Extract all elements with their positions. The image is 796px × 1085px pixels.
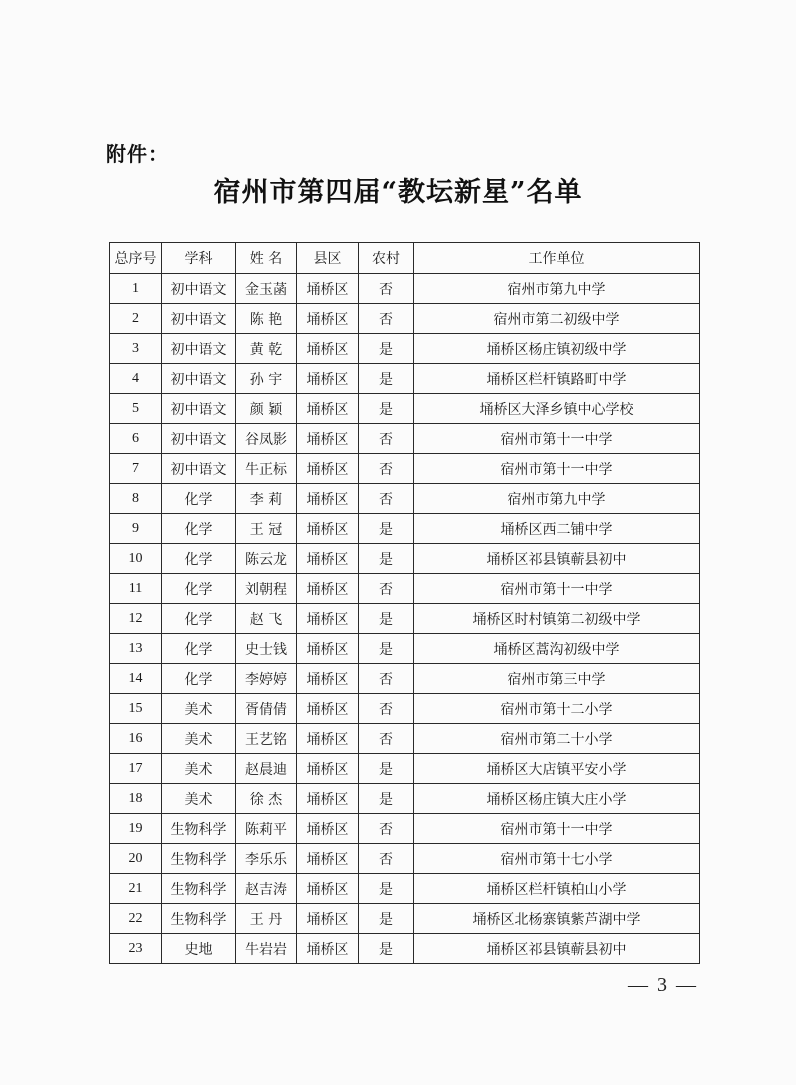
- table-row: [110, 574, 700, 604]
- cell-name: 王 丹: [236, 904, 297, 934]
- cell-serial: 23: [110, 934, 162, 964]
- cell-subject: 初中语文: [162, 364, 236, 394]
- cell-district: 埇桥区: [297, 694, 359, 724]
- cell-rural: 否: [359, 814, 414, 844]
- cell-district: 埇桥区: [297, 274, 359, 304]
- cell-serial: 18: [110, 784, 162, 814]
- cell-workplace: 宿州市第十七小学: [414, 844, 700, 874]
- table-row: [110, 754, 700, 784]
- header-rural: 农村: [359, 243, 414, 274]
- table-row: [110, 544, 700, 574]
- cell-rural: 否: [359, 274, 414, 304]
- cell-district: 埇桥区: [297, 484, 359, 514]
- cell-serial: 20: [110, 844, 162, 874]
- cell-subject: 化学: [162, 574, 236, 604]
- cell-district: 埇桥区: [297, 304, 359, 334]
- cell-subject: 化学: [162, 514, 236, 544]
- cell-district: 埇桥区: [297, 454, 359, 484]
- cell-serial: 14: [110, 664, 162, 694]
- cell-serial: 1: [110, 274, 162, 304]
- cell-name: 陈 艳: [236, 304, 297, 334]
- cell-district: 埇桥区: [297, 814, 359, 844]
- cell-subject: 初中语文: [162, 304, 236, 334]
- cell-subject: 生物科学: [162, 844, 236, 874]
- cell-workplace: 宿州市第二十小学: [414, 724, 700, 754]
- cell-rural: 是: [359, 364, 414, 394]
- cell-subject: 美术: [162, 784, 236, 814]
- table-row: [110, 484, 700, 514]
- cell-name: 刘朝程: [236, 574, 297, 604]
- cell-rural: 是: [359, 514, 414, 544]
- cell-workplace: 宿州市第二初级中学: [414, 304, 700, 334]
- cell-district: 埇桥区: [297, 514, 359, 544]
- cell-name: 李婷婷: [236, 664, 297, 694]
- cell-name: 黄 乾: [236, 334, 297, 364]
- cell-workplace: 埇桥区杨庄镇初级中学: [414, 334, 700, 364]
- cell-district: 埇桥区: [297, 754, 359, 784]
- cell-district: 埇桥区: [297, 934, 359, 964]
- header-serial: 总序号: [110, 243, 162, 274]
- cell-workplace: 宿州市第三中学: [414, 664, 700, 694]
- cell-name: 谷凤影: [236, 424, 297, 454]
- cell-rural: 否: [359, 484, 414, 514]
- cell-rural: 否: [359, 844, 414, 874]
- cell-name: 王 冠: [236, 514, 297, 544]
- cell-workplace: 宿州市第九中学: [414, 484, 700, 514]
- cell-subject: 初中语文: [162, 274, 236, 304]
- cell-rural: 是: [359, 334, 414, 364]
- table-row: [110, 274, 700, 304]
- table-row: [110, 874, 700, 904]
- cell-rural: 否: [359, 694, 414, 724]
- cell-name: 李 莉: [236, 484, 297, 514]
- cell-district: 埇桥区: [297, 394, 359, 424]
- cell-workplace: 埇桥区大店镇平安小学: [414, 754, 700, 784]
- cell-rural: 是: [359, 544, 414, 574]
- table-row: [110, 724, 700, 754]
- cell-workplace: 埇桥区蒿沟初级中学: [414, 634, 700, 664]
- cell-subject: 初中语文: [162, 424, 236, 454]
- cell-workplace: 埇桥区北杨寨镇紫芦湖中学: [414, 904, 700, 934]
- cell-subject: 生物科学: [162, 904, 236, 934]
- cell-rural: 是: [359, 874, 414, 904]
- table-header-row: [110, 243, 700, 274]
- cell-serial: 6: [110, 424, 162, 454]
- cell-rural: 否: [359, 664, 414, 694]
- attachment-label: 附件：: [106, 142, 169, 166]
- cell-name: 陈莉平: [236, 814, 297, 844]
- cell-name: 牛正标: [236, 454, 297, 484]
- cell-name: 史士钱: [236, 634, 297, 664]
- cell-district: 埇桥区: [297, 634, 359, 664]
- table-row: [110, 514, 700, 544]
- table-row: [110, 394, 700, 424]
- cell-name: 赵吉涛: [236, 874, 297, 904]
- cell-rural: 是: [359, 394, 414, 424]
- document-title: 宿州市第四届“教坛新星”名单: [213, 177, 583, 208]
- cell-name: 孙 宇: [236, 364, 297, 394]
- cell-workplace: 埇桥区祁县镇蕲县初中: [414, 934, 700, 964]
- cell-subject: 初中语文: [162, 394, 236, 424]
- cell-name: 李乐乐: [236, 844, 297, 874]
- table-row: [110, 364, 700, 394]
- cell-workplace: 埇桥区时村镇第二初级中学: [414, 604, 700, 634]
- cell-name: 胥倩倩: [236, 694, 297, 724]
- cell-serial: 17: [110, 754, 162, 784]
- cell-name: 赵晨迪: [236, 754, 297, 784]
- cell-subject: 史地: [162, 934, 236, 964]
- cell-district: 埇桥区: [297, 334, 359, 364]
- header-district: 县区: [297, 243, 359, 274]
- cell-district: 埇桥区: [297, 664, 359, 694]
- table-row: [110, 904, 700, 934]
- cell-workplace: 宿州市第十一中学: [414, 424, 700, 454]
- table-row: [110, 664, 700, 694]
- cell-subject: 美术: [162, 694, 236, 724]
- cell-serial: 3: [110, 334, 162, 364]
- cell-serial: 13: [110, 634, 162, 664]
- table-row: [110, 304, 700, 334]
- cell-rural: 是: [359, 754, 414, 784]
- cell-subject: 化学: [162, 544, 236, 574]
- cell-workplace: 埇桥区西二铺中学: [414, 514, 700, 544]
- cell-subject: 美术: [162, 754, 236, 784]
- cell-district: 埇桥区: [297, 574, 359, 604]
- cell-name: 牛岩岩: [236, 934, 297, 964]
- cell-workplace: 宿州市第九中学: [414, 274, 700, 304]
- table-row: [110, 424, 700, 454]
- table-row: [110, 814, 700, 844]
- table-row: [110, 334, 700, 364]
- cell-rural: 否: [359, 454, 414, 484]
- cell-workplace: 宿州市第十一中学: [414, 574, 700, 604]
- cell-name: 徐 杰: [236, 784, 297, 814]
- cell-name: 颜 颖: [236, 394, 297, 424]
- roster-table: [109, 242, 700, 964]
- cell-serial: 7: [110, 454, 162, 484]
- cell-serial: 21: [110, 874, 162, 904]
- cell-district: 埇桥区: [297, 424, 359, 454]
- header-name: 姓 名: [236, 243, 297, 274]
- cell-serial: 15: [110, 694, 162, 724]
- cell-district: 埇桥区: [297, 874, 359, 904]
- cell-subject: 初中语文: [162, 334, 236, 364]
- cell-rural: 否: [359, 724, 414, 754]
- cell-rural: 否: [359, 574, 414, 604]
- cell-name: 陈云龙: [236, 544, 297, 574]
- cell-district: 埇桥区: [297, 364, 359, 394]
- cell-workplace: 宿州市第十二小学: [414, 694, 700, 724]
- cell-serial: 12: [110, 604, 162, 634]
- cell-serial: 10: [110, 544, 162, 574]
- cell-workplace: 埇桥区栏杆镇路町中学: [414, 364, 700, 394]
- cell-district: 埇桥区: [297, 904, 359, 934]
- cell-rural: 是: [359, 634, 414, 664]
- cell-district: 埇桥区: [297, 544, 359, 574]
- cell-serial: 5: [110, 394, 162, 424]
- cell-subject: 化学: [162, 604, 236, 634]
- cell-name: 赵 飞: [236, 604, 297, 634]
- table-row: [110, 694, 700, 724]
- roster-body: [110, 274, 700, 964]
- cell-subject: 化学: [162, 484, 236, 514]
- cell-rural: 是: [359, 934, 414, 964]
- page-number: — 3 —: [628, 974, 698, 996]
- cell-rural: 是: [359, 784, 414, 814]
- header-subject: 学科: [162, 243, 236, 274]
- cell-subject: 美术: [162, 724, 236, 754]
- cell-workplace: 埇桥区杨庄镇大庄小学: [414, 784, 700, 814]
- cell-subject: 生物科学: [162, 814, 236, 844]
- cell-serial: 4: [110, 364, 162, 394]
- cell-rural: 否: [359, 304, 414, 334]
- cell-subject: 生物科学: [162, 874, 236, 904]
- cell-workplace: 宿州市第十一中学: [414, 814, 700, 844]
- cell-workplace: 埇桥区大泽乡镇中心学校: [414, 394, 700, 424]
- table-row: [110, 604, 700, 634]
- cell-workplace: 埇桥区祁县镇蕲县初中: [414, 544, 700, 574]
- cell-workplace: 埇桥区栏杆镇柏山小学: [414, 874, 700, 904]
- cell-serial: 19: [110, 814, 162, 844]
- table-row: [110, 634, 700, 664]
- cell-district: 埇桥区: [297, 604, 359, 634]
- cell-rural: 是: [359, 904, 414, 934]
- table-row: [110, 784, 700, 814]
- cell-serial: 16: [110, 724, 162, 754]
- cell-district: 埇桥区: [297, 784, 359, 814]
- cell-name: 金玉菡: [236, 274, 297, 304]
- table-row: [110, 454, 700, 484]
- cell-serial: 22: [110, 904, 162, 934]
- cell-name: 王艺铭: [236, 724, 297, 754]
- cell-subject: 化学: [162, 634, 236, 664]
- cell-district: 埇桥区: [297, 844, 359, 874]
- cell-serial: 11: [110, 574, 162, 604]
- table-row: [110, 844, 700, 874]
- cell-district: 埇桥区: [297, 724, 359, 754]
- cell-rural: 是: [359, 604, 414, 634]
- cell-serial: 9: [110, 514, 162, 544]
- cell-subject: 化学: [162, 664, 236, 694]
- table-row: [110, 934, 700, 964]
- cell-workplace: 宿州市第十一中学: [414, 454, 700, 484]
- header-workplace: 工作单位: [414, 243, 700, 274]
- cell-serial: 2: [110, 304, 162, 334]
- cell-serial: 8: [110, 484, 162, 514]
- cell-rural: 否: [359, 424, 414, 454]
- cell-subject: 初中语文: [162, 454, 236, 484]
